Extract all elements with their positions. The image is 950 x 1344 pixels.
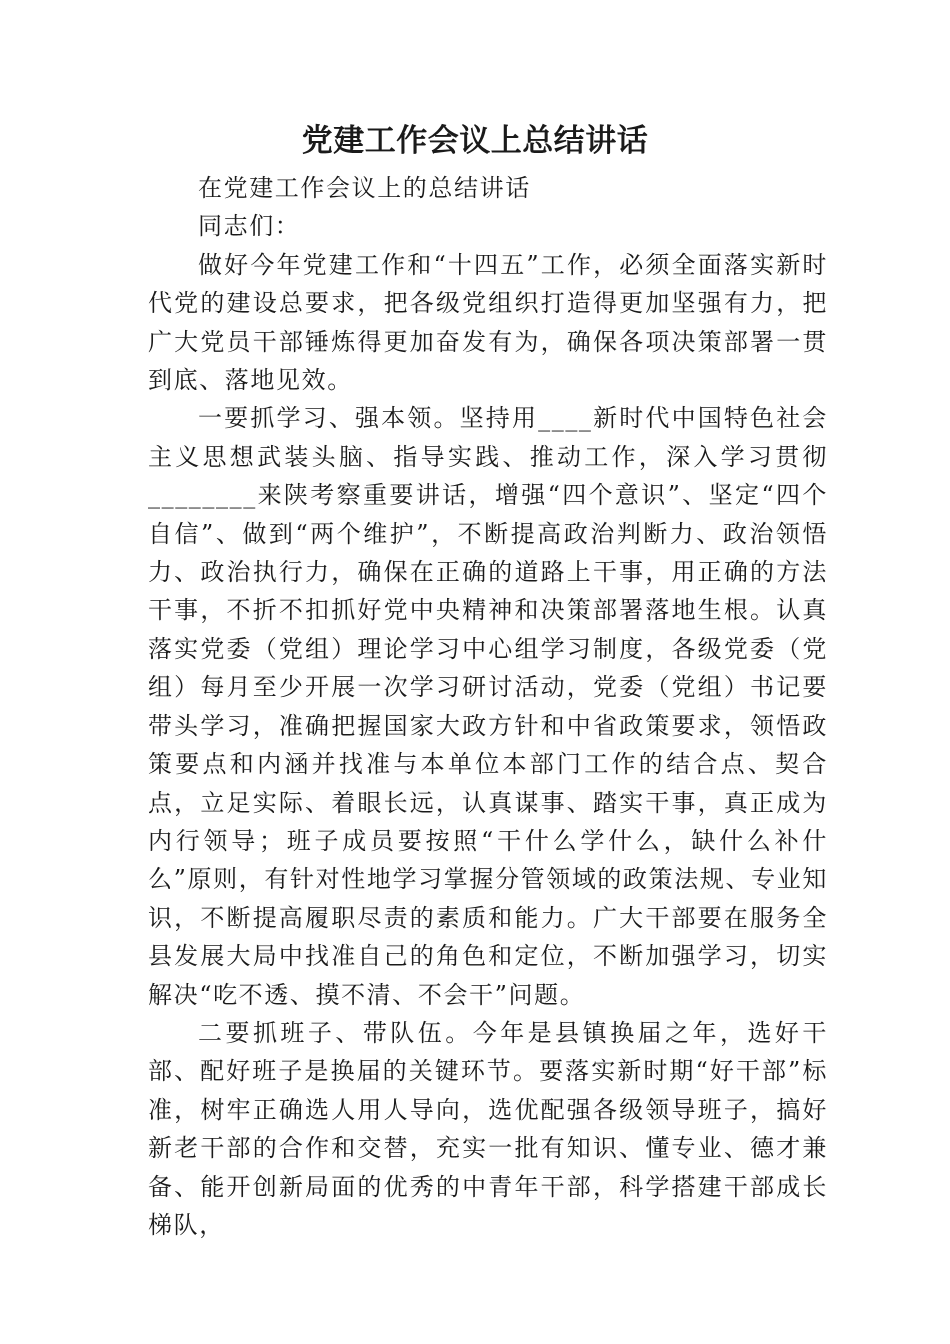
document-title: 党建工作会议上总结讲话 <box>301 123 649 159</box>
subtitle-paragraph: 在党建工作会议上的总结讲话 <box>198 174 531 202</box>
document-body <box>148 169 828 1244</box>
salutation-paragraph: 同志们： <box>198 212 301 241</box>
section-two-paragraph: 二要抓班子、带队伍。今年是县镇换届之年，选好干部、配好班子是换届的关键环节。要落实新时期“好干部”标准，树牢正确选人用人导向，选优配强各级领导班子，搞好新老干部的合作和交替，充实一批有知识、懂专业、德才兼备、能开创新局面的优秀的中青年干部，科学搭建干部成长梯队， <box>148 1018 828 1239</box>
intro-paragraph: 做好今年党建工作和“十四五”工作，必须全面落实新时代党的建设总要求，把各级党组织打造得更加坚强有力，把广大党员干部锤炼得更加奋发有为，确保各项决策部署一贯到底、落地见效。 <box>148 250 828 395</box>
section-one-paragraph: 一要抓学习、强本领。坚持用____新时代中国特色社会主义思想武装头脑、指导实践、推动工作，深入学习贯彻________来陕考察重要讲话，增强“四个意识”、坚定“四个自信”、做到“两个维护”，不断提高政治判断力、政治领悟力、政治执行力，确保在正确的道路上干事，用正确的方法干事，不折不扣抓好党中央精神和决策部署落地生根。认真落实党委（党组）理论学习中心组学习制度，各级党委（党组）每月至少开展一次学习研讨活动，党委（党组）书记要带头学习，准确把握国家大政方针和中省政策要求，领悟政策要点和内涵并找准与本单位本部门工作的结合点、契合点，立足实际、着眼长远，认真谋事、踏实干事，真正成为内行领导；班子成员要按照“干什么学什么，缺什么补什么”原则，有针对性地学习掌握分管领域的政策法规、专业知识，不断提高履职尽责的素质和能力。广大干部要在服务全县发展大局中找准自己的角色和定位，不断加强学习，切实解决“吃不透、摸不清、不会干”问题。 <box>148 404 828 1009</box>
